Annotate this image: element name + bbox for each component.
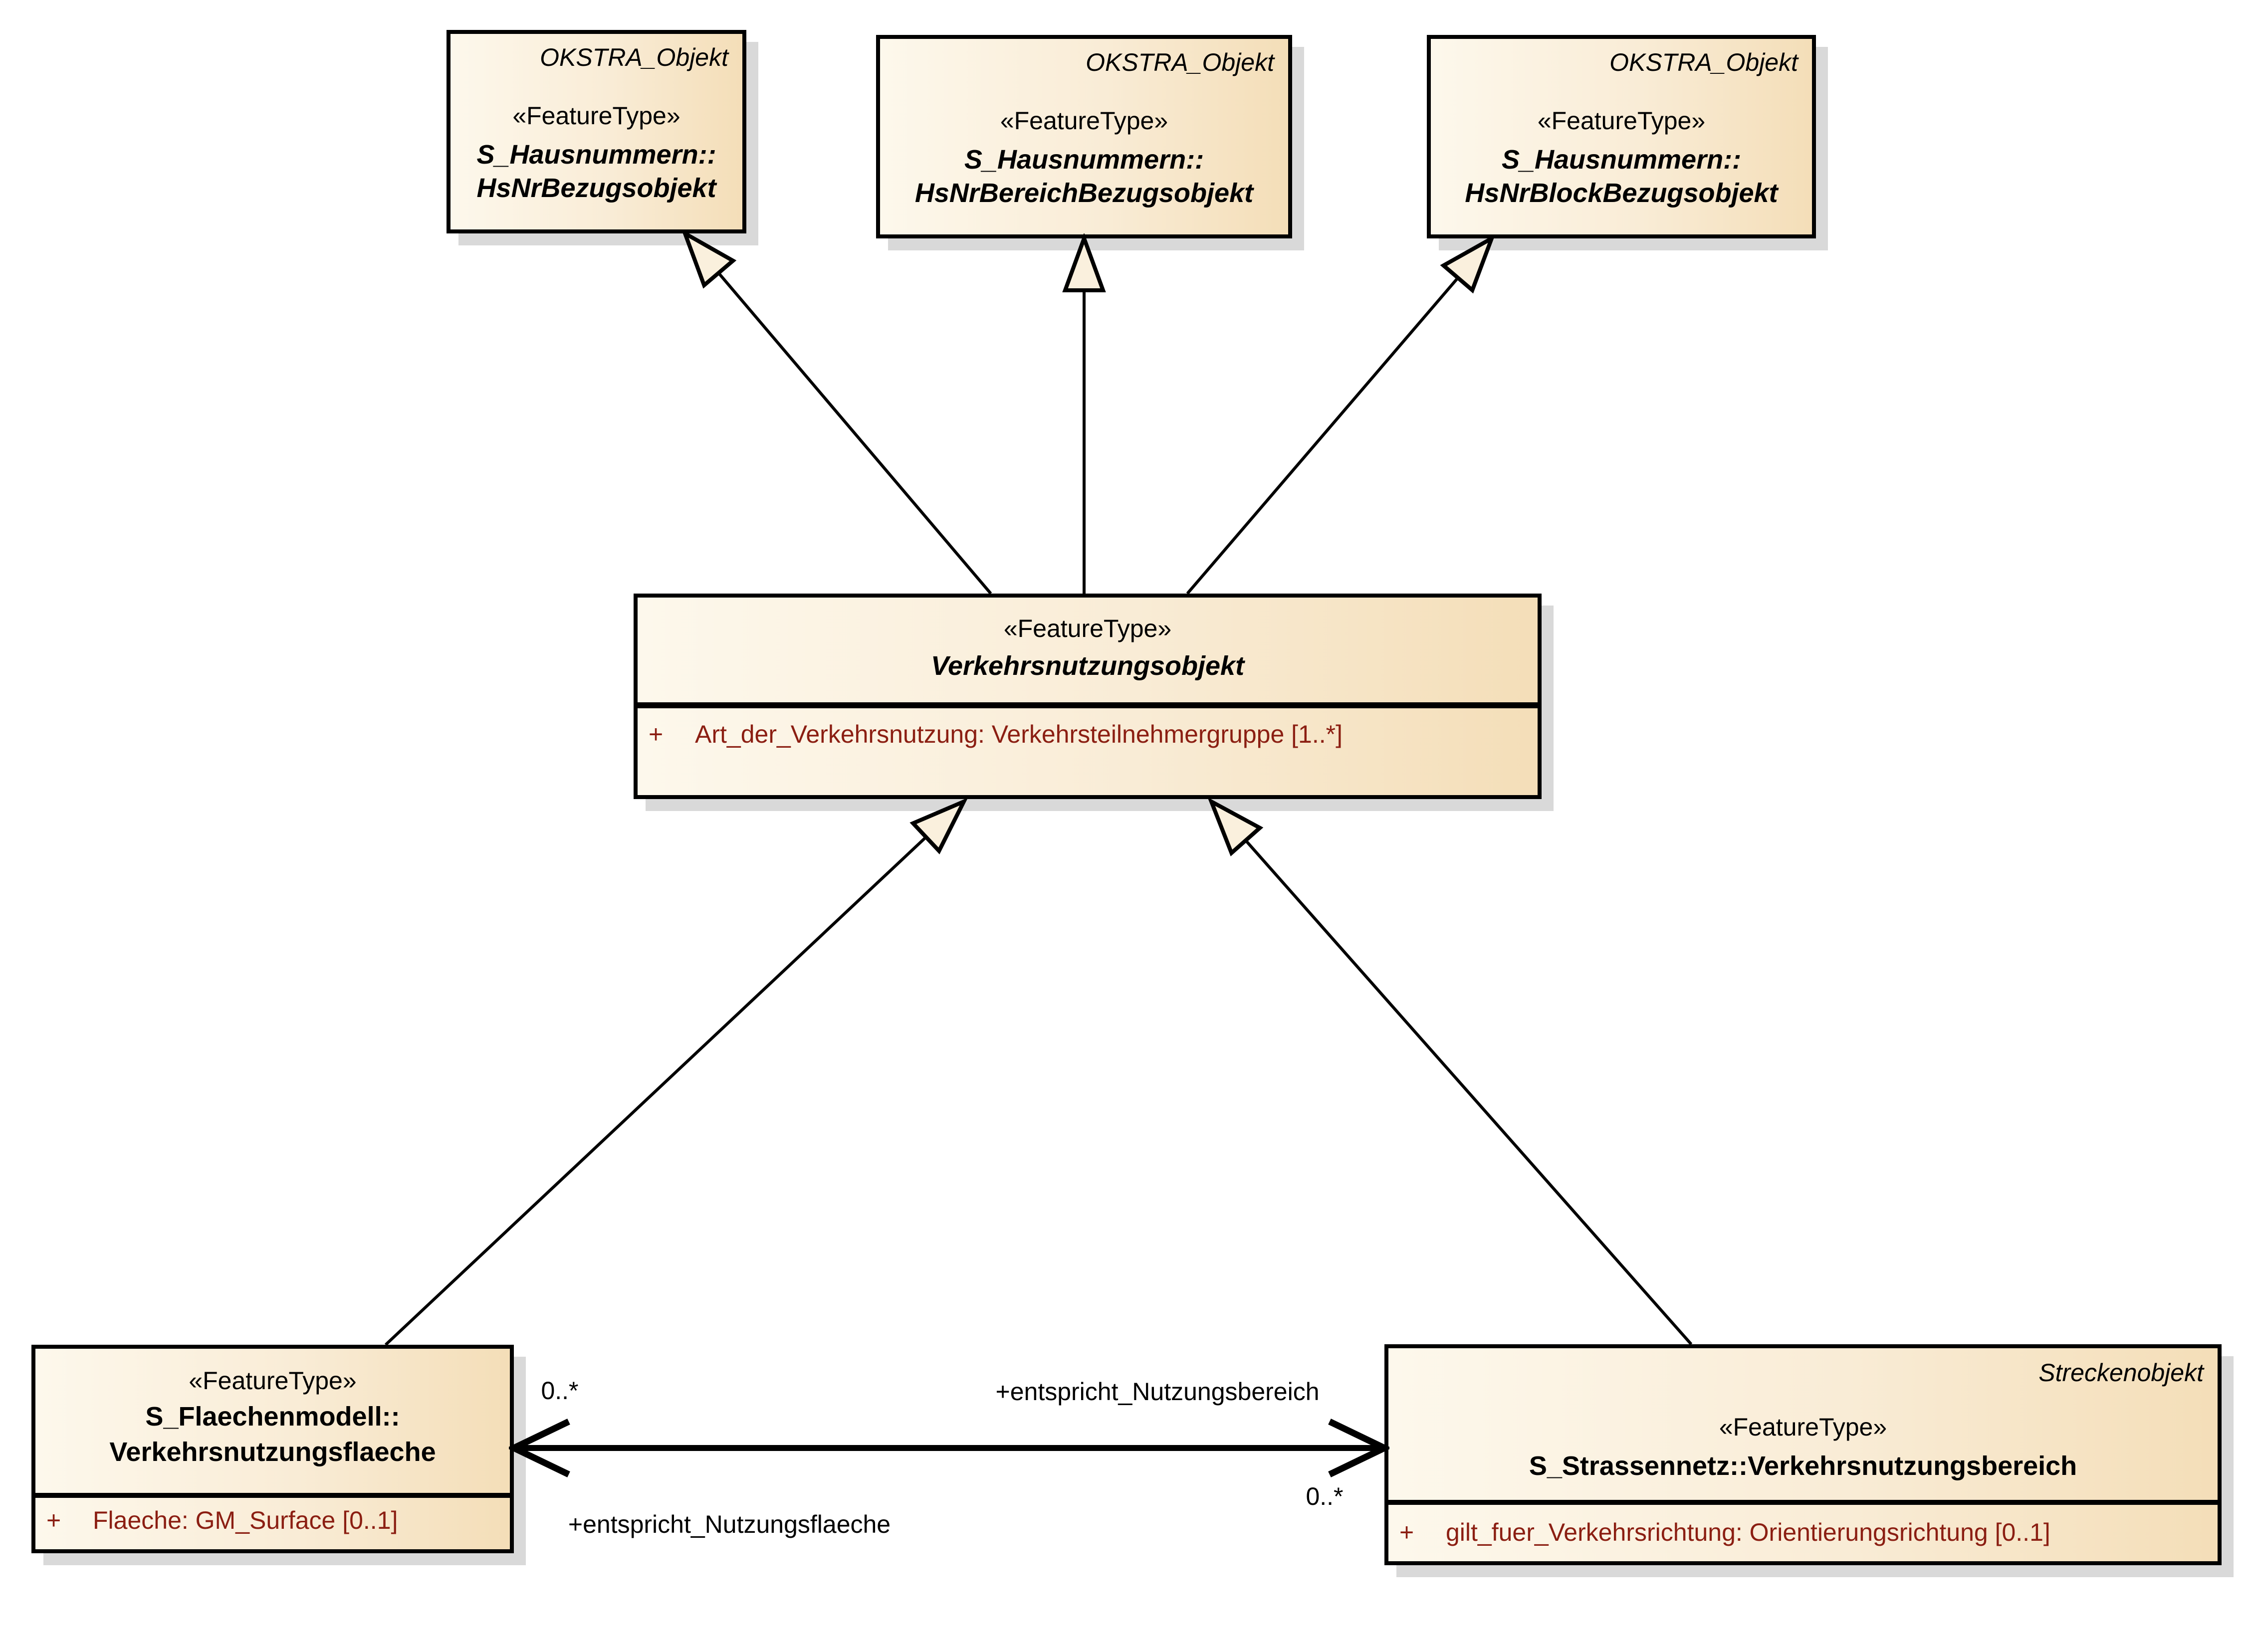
generalization-to-hsnr-bezugsobjekt: [685, 233, 991, 594]
role-entspricht-nutzungsbereich: +entspricht_Nutzungsbereich: [995, 1378, 1320, 1406]
multiplicity-right: 0..*: [1306, 1482, 1344, 1510]
generalization-bereich-to-verkehrsnutzungsobjekt: [1211, 802, 1691, 1344]
class-name-line1: S_Hausnummern::: [476, 140, 716, 170]
generalization-flaeche-to-verkehrsnutzungsobjekt: [386, 802, 964, 1345]
class-name-line2: HsNrBlockBezugsobjekt: [1465, 178, 1778, 208]
stereotype-label: «FeatureType»: [512, 102, 680, 130]
stereotype-label: «FeatureType»: [1003, 615, 1172, 642]
class-name-line2: Verkehrsnutzungsflaeche: [109, 1437, 436, 1467]
stereotype-label: «FeatureType»: [1000, 107, 1168, 135]
attribute-visibility: +: [46, 1506, 61, 1534]
attribute-visibility: +: [1399, 1518, 1414, 1546]
stereotype-label: «FeatureType»: [1719, 1413, 1887, 1441]
class-name-line1: S_Hausnummern::: [1501, 145, 1742, 175]
generalization-to-hsnr-block-bezugsobjekt: [1187, 238, 1492, 594]
class-name: Verkehrsnutzungsobjekt: [930, 651, 1245, 681]
class-name-line2: HsNrBereichBezugsobjekt: [914, 178, 1254, 208]
package-label: OKSTRA_Objekt: [1609, 48, 1798, 76]
class-name-line1: S_Hausnummern::: [964, 145, 1204, 175]
class-name-line1: S_Flaechenmodell::: [145, 1402, 400, 1432]
role-entspricht-nutzungsflaeche: +entspricht_Nutzungsflaeche: [568, 1510, 891, 1538]
attribute-visibility: +: [649, 720, 664, 748]
stereotype-label: «FeatureType»: [189, 1367, 357, 1395]
multiplicity-left: 0..*: [541, 1377, 579, 1405]
class-name-line2: HsNrBezugsobjekt: [476, 173, 716, 203]
class-name: S_Strassennetz::Verkehrsnutzungsbereich: [1529, 1451, 2077, 1481]
package-label: OKSTRA_Objekt: [1086, 48, 1274, 76]
stereotype-label: «FeatureType»: [1537, 107, 1706, 135]
package-label: OKSTRA_Objekt: [540, 43, 728, 71]
attribute-text: Flaeche: GM_Surface [0..1]: [93, 1506, 398, 1534]
attribute-text: Art_der_Verkehrsnutzung: Verkehrsteilnehmergruppe [1..*]: [695, 720, 1343, 748]
attribute-text: gilt_fuer_Verkehrsrichtung: Orientierungsrichtung [0..1]: [1446, 1518, 2050, 1546]
package-label: Streckenobjekt: [2038, 1359, 2204, 1387]
